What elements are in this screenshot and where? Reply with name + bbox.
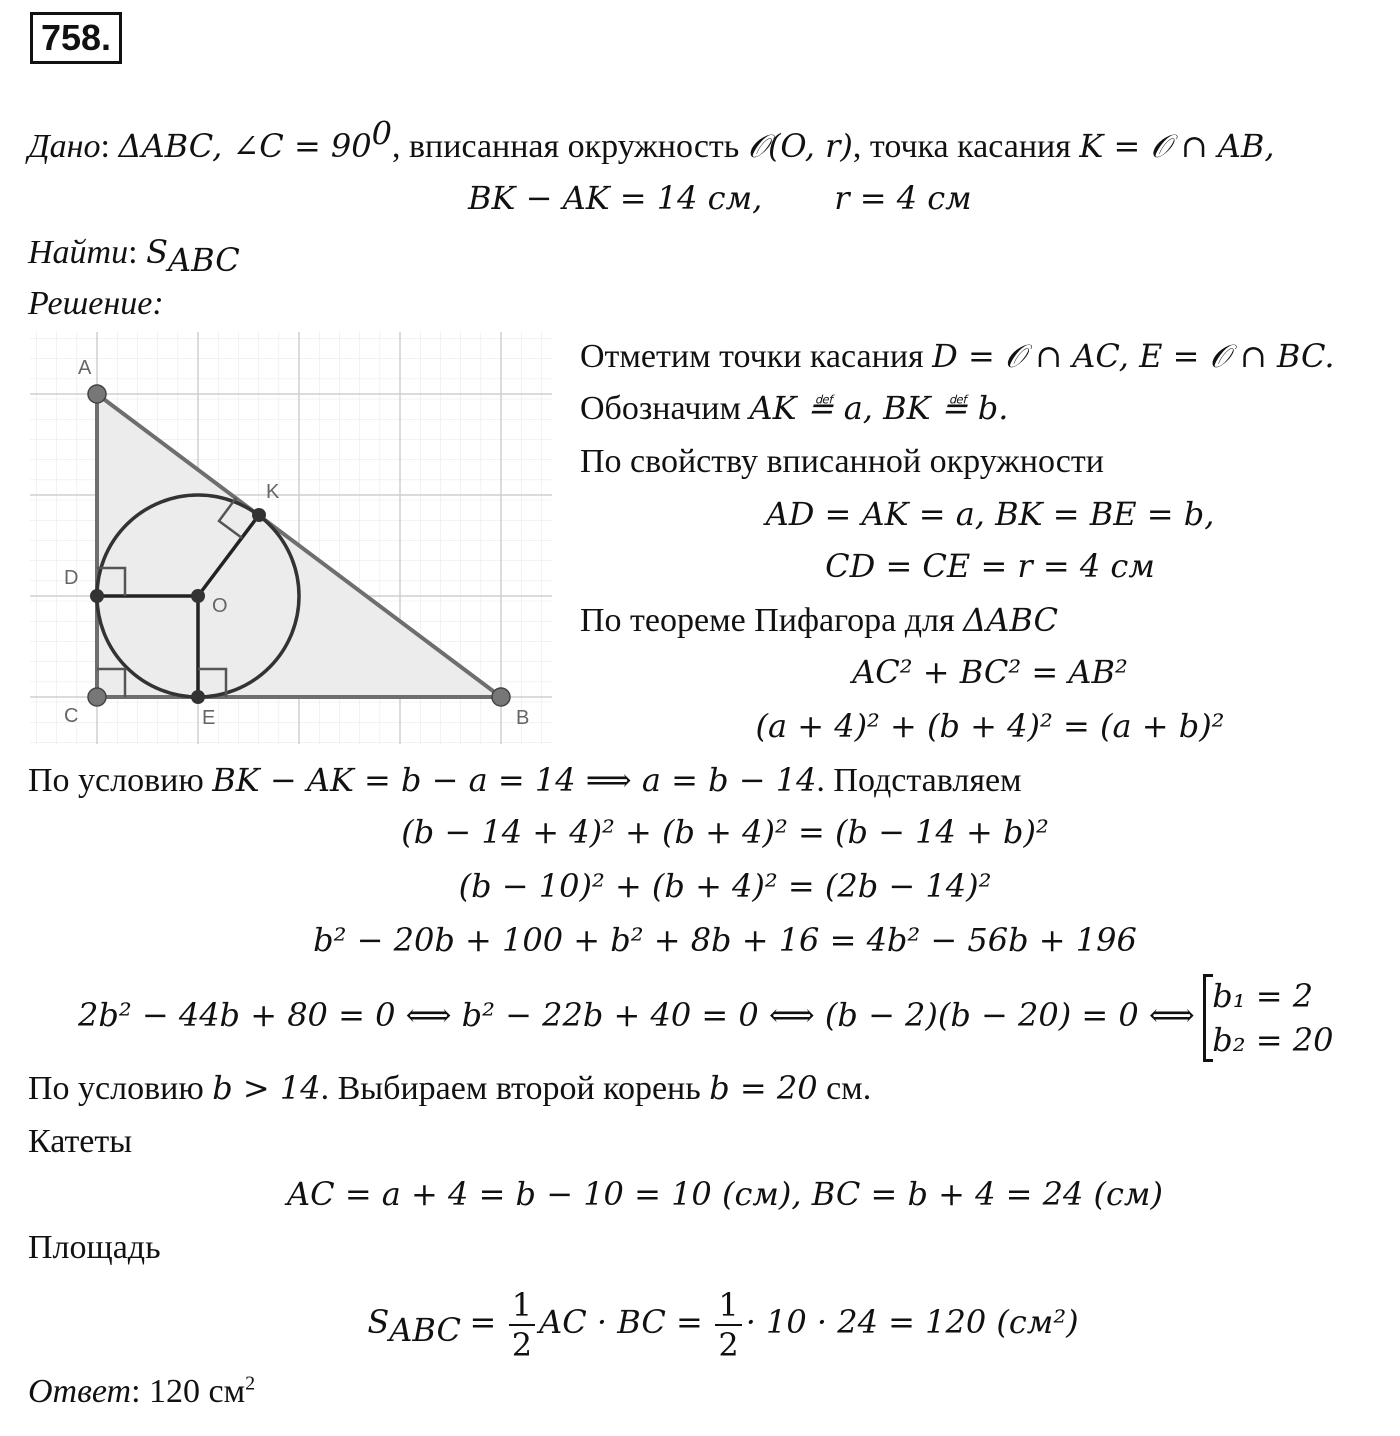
area-label: Площадь: [28, 1229, 161, 1266]
given-label: Дано: [28, 128, 101, 165]
equation-2: (b − 10)² + (b + 4)² = (2b − 14)²: [458, 867, 992, 905]
label-d: D: [64, 567, 79, 589]
point-c: [88, 688, 106, 706]
triangle-figure: [30, 332, 552, 744]
legs-equation: AC = a + 4 = b − 10 = 10 (см), BC = b + 4 = 24 (см): [287, 1175, 1163, 1213]
equation-4: 2b² − 44b + 80 = 0 ⟺ b² − 22b + 40 = 0 ⟺ (b − 2)(b − 20) = 0 ⟺ b₁ = 2 b₂ = 20: [78, 970, 1333, 1060]
pythagoras-line: По теореме Пифагора для ΔABC: [580, 601, 1058, 639]
point-e: [191, 690, 205, 704]
fraction-half-2: $\frac{1}{2}$: [715, 1286, 741, 1364]
label-k: K: [266, 481, 280, 503]
answer-line: Ответ: 120 $см^2$: [28, 1372, 256, 1410]
label-a: A: [78, 357, 92, 379]
condition-line: По условию BK − AK = b − a = 14 ⟹ a = b − 14. Подставляем: [28, 761, 1022, 799]
fraction-half-1: $\frac{1}{2}$: [509, 1286, 535, 1364]
property-line: По свойству вписанной окружности: [580, 443, 1104, 480]
given-triangle: ΔABC, ∠C = 90: [118, 127, 372, 165]
equation-3: b² − 20b + 100 + b² + 8b + 16 = 4b² − 56b + 196: [313, 921, 1137, 959]
point-a: [88, 385, 106, 403]
tangent-eq-1: AD = AK = a, BK = BE = b,: [765, 495, 1215, 533]
problem-number: 758.: [30, 12, 122, 64]
label-b: B: [516, 707, 530, 729]
label-e: E: [202, 707, 216, 729]
denote-line: Обозначим AK ≝ a, BK ≝ b.: [580, 389, 1009, 427]
point-k: [252, 508, 266, 522]
given-line-1: Дано: ΔABC, ∠C = $90^0$, вписанная окружность 𝒪(O, r), точка касания K = 𝒪 ∩ AB,: [28, 114, 1275, 165]
area-equation: $S_{ABC}$ = $\frac{1}{2}$ AC · BC = $\frac{1}{2}$ · 10 · 24 = 120 (см²): [367, 1286, 1079, 1365]
roots-system: b₁ = 2 b₂ = 20: [1203, 974, 1333, 1062]
pythagoras-eq-sub: (a + 4)² + (b + 4)² = (a + b)²: [755, 707, 1225, 745]
choose-root-line: По условию b > 14. Выбираем второй корень b = 20 см.: [28, 1069, 872, 1107]
point-d: [90, 589, 104, 603]
pythagoras-eq: AC² + BC² = AB²: [852, 653, 1128, 691]
label-o: O: [212, 595, 228, 617]
equation-1: (b − 14 + 4)² + (b + 4)² = (b − 14 + b)²: [401, 813, 1049, 851]
tangent-eq-2: CD = CE = r = 4 см: [825, 547, 1155, 585]
point-o: [191, 589, 205, 603]
point-b: [492, 688, 510, 706]
find-line: Найти: $S_{ABC}$: [28, 233, 240, 279]
legs-label: Катеты: [28, 1123, 133, 1160]
mark-points-line: Отметим точки касания D = 𝒪 ∩ AC, E = 𝒪 ∩ BC.: [580, 337, 1335, 375]
solution-label: Решение:: [28, 285, 164, 322]
given-line-2: BK − AK = 14 см, r = 4 см: [468, 179, 972, 217]
label-c: C: [64, 705, 79, 727]
